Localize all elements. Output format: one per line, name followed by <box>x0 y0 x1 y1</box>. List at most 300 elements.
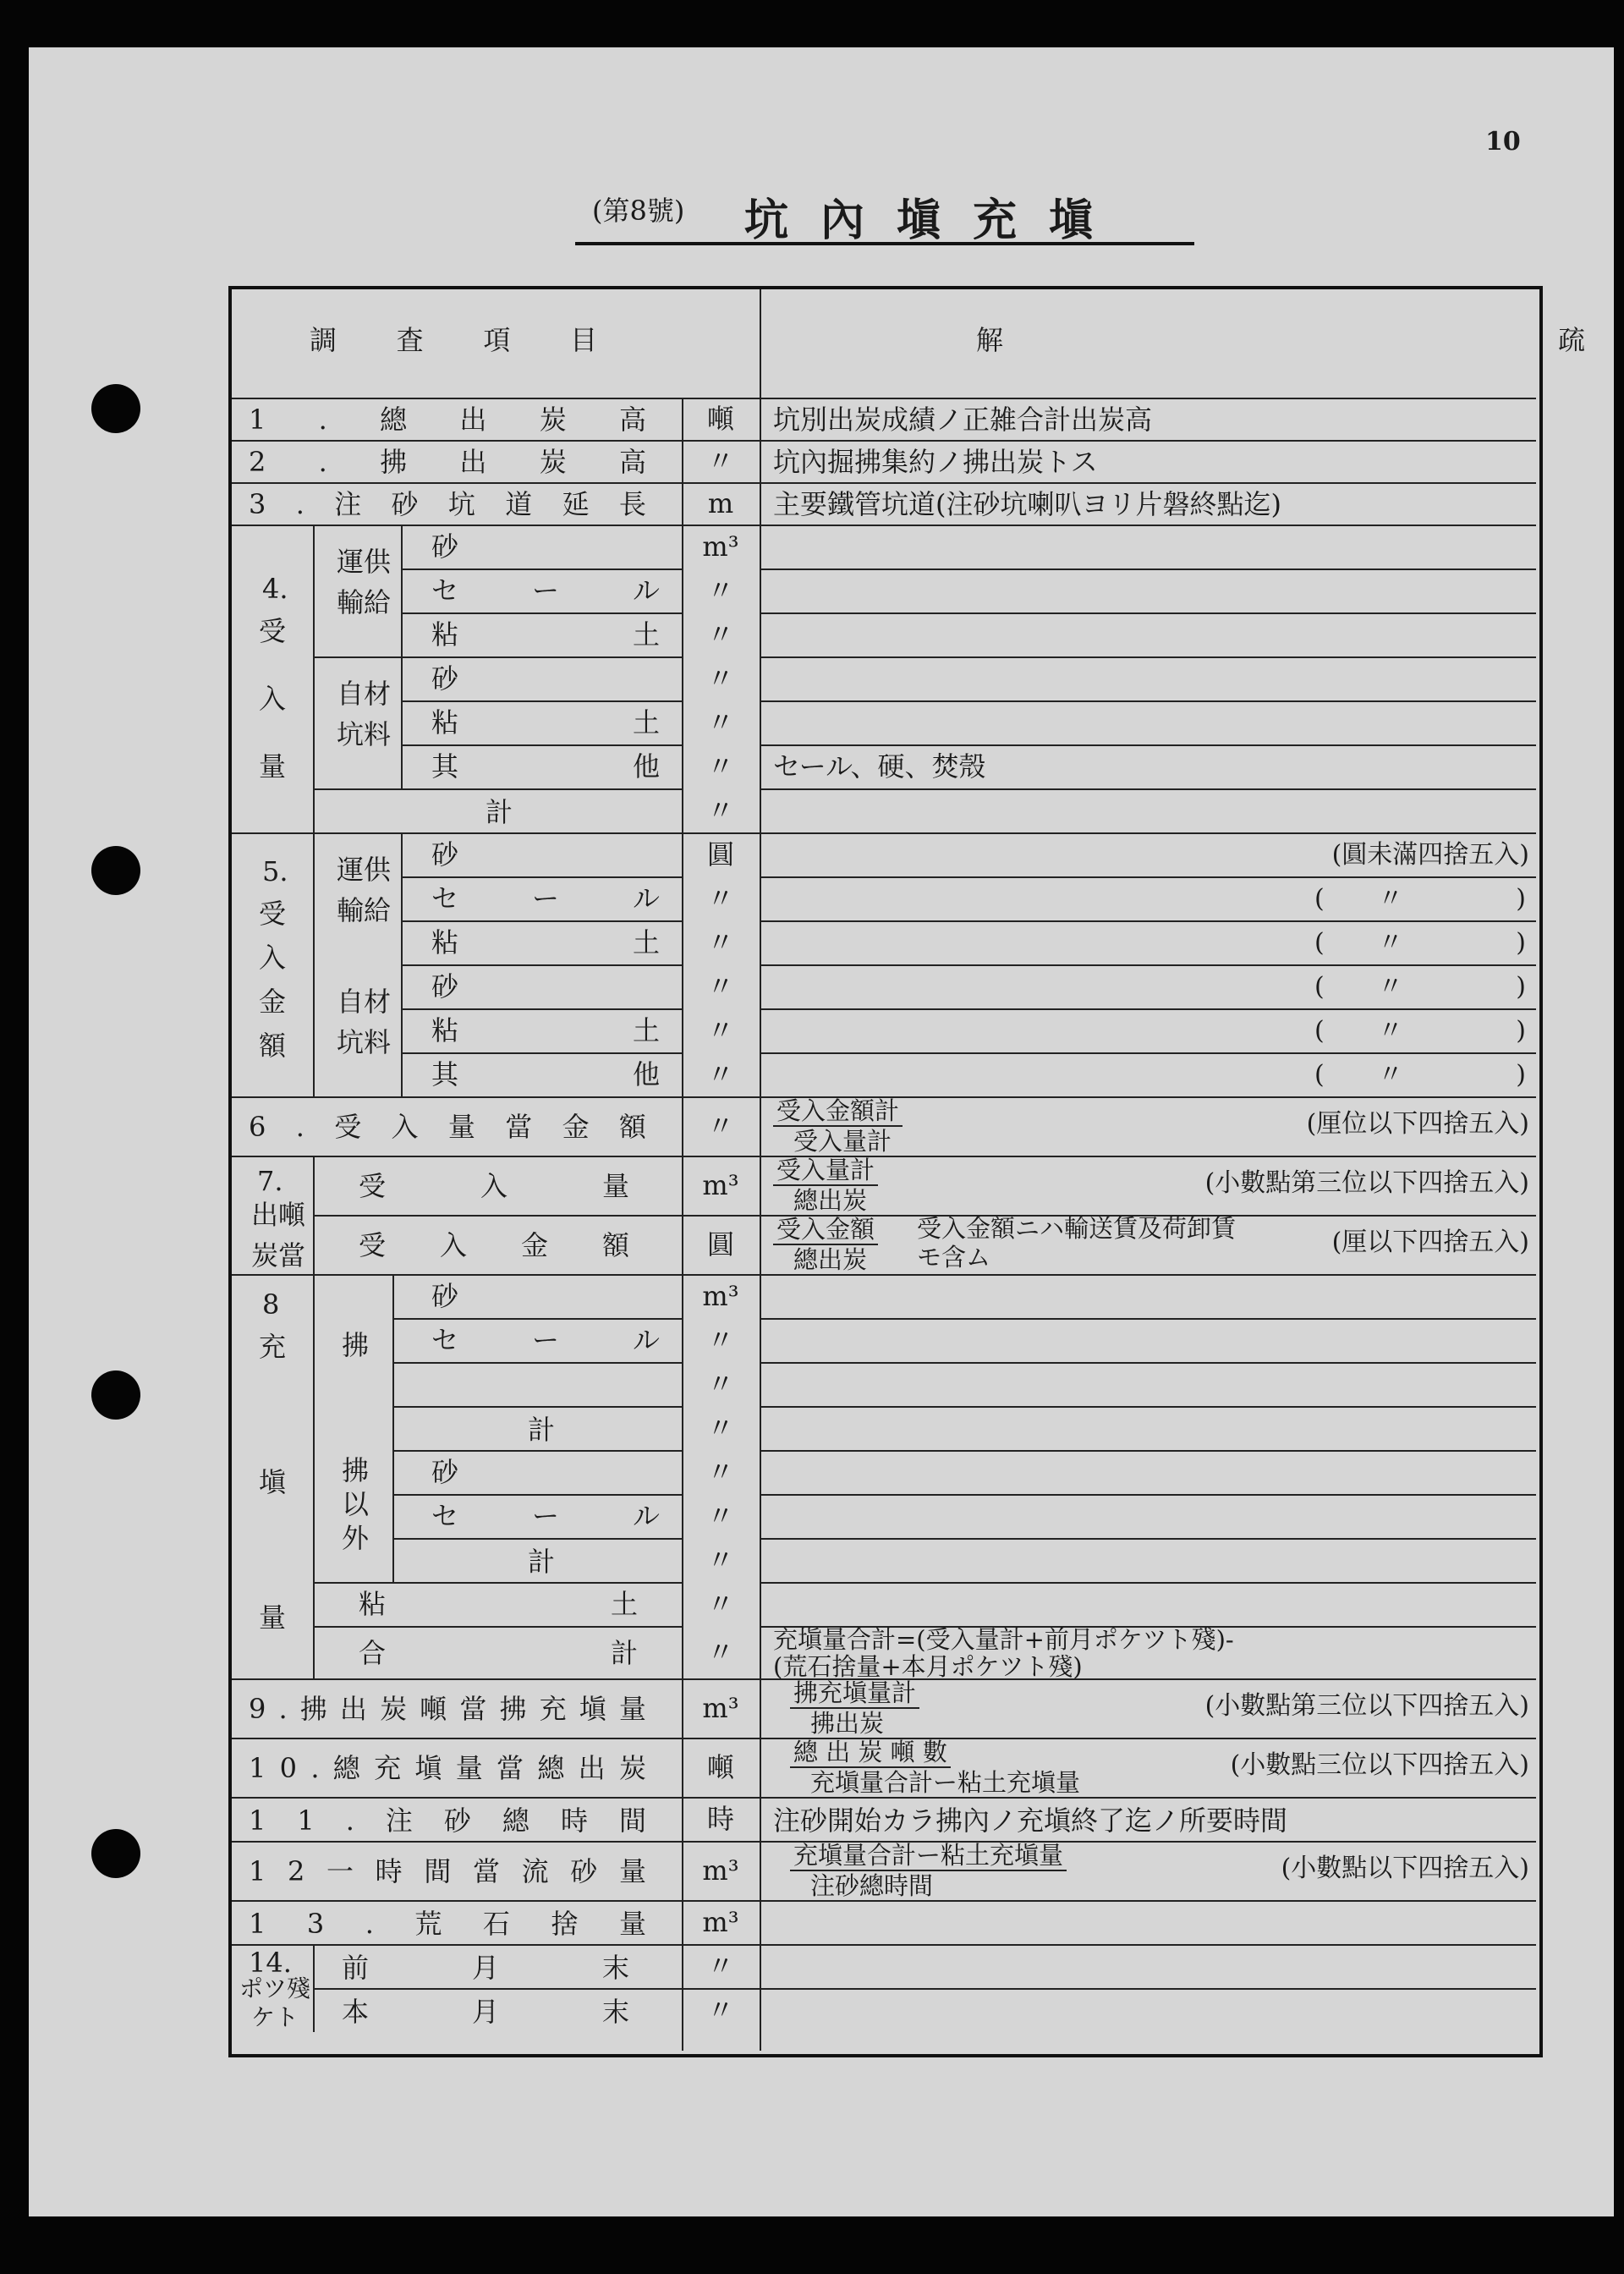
unit-cell: 〃 <box>706 662 734 695</box>
ditto-part: ( <box>1314 928 1325 958</box>
label-char: 1 <box>297 1804 315 1837</box>
ditto-part: ) <box>1516 972 1526 1002</box>
ditto-part: ) <box>1516 1016 1526 1046</box>
r4-number: 4. <box>262 573 288 605</box>
header-commentary-label <box>976 324 1585 356</box>
label-char: 末 <box>601 1996 629 2028</box>
column-divider <box>313 525 315 832</box>
row-divider <box>401 920 682 922</box>
r12-label <box>249 1855 646 1887</box>
row-divider <box>232 1156 1536 1157</box>
unit-cell: 〃 <box>706 1412 734 1444</box>
label-char: 他 <box>632 1058 660 1090</box>
column-divider <box>760 289 761 398</box>
label-char: ー <box>531 1500 559 1532</box>
label-char: 總 <box>332 1752 360 1784</box>
label-char: 3 <box>249 488 266 520</box>
fraction-denominator: 總出炭 <box>793 1186 868 1215</box>
ditto-part: 〃 <box>1378 1016 1403 1046</box>
row-divider <box>401 876 682 878</box>
label-char: 額 <box>601 1229 629 1261</box>
row-divider <box>760 1052 1536 1054</box>
row-divider <box>313 656 682 658</box>
r5-item <box>431 882 660 915</box>
unit-cell: 〃 <box>706 1368 734 1400</box>
label-char: 0 <box>279 1752 298 1784</box>
label-char: 金 <box>520 1229 548 1261</box>
label-char: 時 <box>560 1804 588 1837</box>
unit-cell: m³ <box>702 1280 739 1312</box>
r2-label <box>249 446 646 478</box>
unit-cell: 〃 <box>706 1324 734 1356</box>
column-divider <box>401 832 403 964</box>
label-char: ー <box>531 574 559 607</box>
label-char: 金 <box>562 1111 590 1143</box>
column-divider <box>401 525 403 656</box>
header-items-label <box>310 324 597 356</box>
r10-label <box>249 1752 646 1784</box>
label-char: . <box>295 1111 304 1143</box>
label-char: 總 <box>502 1804 529 1837</box>
unit-cell: 圓 <box>706 1228 734 1261</box>
r4-label-char: 量 <box>259 750 287 783</box>
r5-item <box>431 1014 660 1046</box>
label-char: 1 <box>249 1855 266 1887</box>
row-divider <box>401 964 682 966</box>
survey-table <box>228 286 1585 2057</box>
row-divider <box>392 1362 682 1364</box>
unit-cell: m³ <box>702 1692 739 1724</box>
label-char: セ <box>431 1500 459 1532</box>
label-char: 其 <box>431 750 459 783</box>
r11-label <box>249 1804 646 1837</box>
rounding-note: (小數點第三位以下四捨五入) <box>1204 1168 1529 1198</box>
row-divider <box>232 1900 1536 1902</box>
row-divider <box>760 700 1536 702</box>
label-char: 塡 <box>579 1693 606 1725</box>
rounding-note: (厘以下四捨五入) <box>1331 1228 1529 1257</box>
label-char: 土 <box>610 1588 638 1620</box>
label-char: 土 <box>632 1014 660 1046</box>
column-divider <box>313 1274 315 1678</box>
rounding-note: (圓未滿四捨五入) <box>1331 840 1529 870</box>
row-divider <box>760 1988 1536 1990</box>
row-divider <box>760 1008 1536 1010</box>
label-char: 他 <box>632 750 660 783</box>
fraction-denominator: 受入量計 <box>793 1127 892 1156</box>
r8-label-char: 量 <box>259 1601 287 1634</box>
rounding-note: (小數點以下四捨五入) <box>1281 1854 1529 1883</box>
label-char: 合 <box>359 1637 387 1669</box>
r14a-label <box>342 1952 629 1984</box>
row-divider <box>401 1052 682 1054</box>
label-char: 炭 <box>539 446 567 478</box>
label-char: 砂 <box>431 1456 459 1488</box>
label-char: 受 <box>334 1111 362 1143</box>
ditto-part: ( <box>1314 972 1325 1002</box>
label-char: 其 <box>431 1058 459 1090</box>
r7-number: 7. <box>257 1165 283 1197</box>
r8-item <box>431 1280 660 1312</box>
label-char: 1 <box>249 404 266 436</box>
label-char: ル <box>632 1324 660 1356</box>
label-char: 捨 <box>551 1908 579 1940</box>
label-char: 總 <box>380 404 408 436</box>
r4-item-total: 計 <box>486 796 513 828</box>
label-char: 解 <box>976 324 1004 356</box>
column-divider <box>760 398 761 2051</box>
r8-desc-line1: 充塡量合計=(受入量計+前月ポケツト殘)- <box>773 1625 1234 1654</box>
label-char: 土 <box>632 706 660 739</box>
ditto-part: 〃 <box>1378 928 1403 958</box>
fraction-numerator: 充塡量合計ー粘土充塡量 <box>790 1841 1067 1871</box>
column-divider <box>401 964 403 1096</box>
unit-cell: m <box>707 487 734 519</box>
r5-group-self: 自材 坑料 <box>337 986 392 1058</box>
unit-cell: m³ <box>702 1854 739 1887</box>
unit-cell: 〃 <box>706 970 734 1002</box>
label-char: 1 <box>249 1908 266 1940</box>
label-char: 充 <box>539 1693 567 1725</box>
label-char: 出 <box>578 1752 606 1784</box>
label-char: ル <box>632 882 660 915</box>
label-char: 量 <box>618 1908 646 1940</box>
label-char: 本 <box>342 1996 370 2028</box>
r14-number: 14. <box>249 1947 292 1979</box>
r4-item <box>431 530 660 563</box>
r7b-formula <box>773 1215 878 1274</box>
label-char: 炭 <box>380 1693 408 1725</box>
row-divider <box>401 700 682 702</box>
unit-cell: 〃 <box>706 1058 734 1090</box>
unit-cell: 〃 <box>706 445 734 477</box>
label-char: 量 <box>601 1170 629 1202</box>
ditto-part: ( <box>1314 1060 1325 1090</box>
label-char: 拂 <box>380 446 408 478</box>
row-divider <box>392 1494 682 1496</box>
label-char: 長 <box>618 488 646 520</box>
unit-cell: 噸 <box>706 403 734 435</box>
label-char: 當 <box>472 1855 500 1887</box>
r5-item <box>431 1058 660 1090</box>
row-divider <box>232 1797 1536 1799</box>
ditto-part: 〃 <box>1378 884 1403 914</box>
rounding-note-ditto <box>1314 1016 1526 1046</box>
r8-label-char: 塡 <box>259 1466 287 1498</box>
unit-cell: 〃 <box>706 618 734 651</box>
r4-group-self: 自材 坑料 <box>337 678 392 750</box>
label-char: 入 <box>391 1111 419 1143</box>
fraction-denominator: 注砂總時間 <box>810 1871 934 1900</box>
label-char: 入 <box>480 1170 508 1202</box>
label-char: 3 <box>306 1908 325 1940</box>
r1-label <box>249 404 646 436</box>
unit-cell: 〃 <box>706 1500 734 1532</box>
unit-cell: m³ <box>702 530 739 563</box>
r7a-formula <box>773 1156 878 1215</box>
unit-cell: 〃 <box>706 574 734 607</box>
r5-number: 5. <box>262 855 288 887</box>
form-number: (第8號) <box>592 195 685 227</box>
unit-cell: m³ <box>702 1906 739 1938</box>
r14b-label <box>342 1996 629 2028</box>
row-divider <box>232 1274 1536 1276</box>
r5-label-char: 金 <box>259 986 287 1018</box>
label-char: 目 <box>569 324 597 356</box>
ditto-part: ( <box>1314 884 1325 914</box>
label-char: 6 <box>249 1111 266 1143</box>
label-char: 當 <box>459 1693 487 1725</box>
label-char: . <box>278 1693 288 1725</box>
label-char: 前 <box>342 1952 370 1984</box>
label-char: . <box>295 488 304 520</box>
rounding-note: (厘位以下四捨五入) <box>1306 1109 1529 1139</box>
row-divider <box>760 1450 1536 1452</box>
r4-group-transport: 運供 輸給 <box>337 546 392 618</box>
row-divider <box>760 964 1536 966</box>
label-char: 量 <box>618 1855 646 1887</box>
row-divider <box>232 398 1536 399</box>
fraction-numerator: 受入金額計 <box>773 1096 903 1127</box>
row-divider <box>760 1318 1536 1320</box>
r7-side-label: 出噸 炭當 <box>250 1199 305 1272</box>
label-char: 當 <box>505 1111 533 1143</box>
label-char: 受 <box>359 1229 387 1261</box>
row-divider <box>401 744 682 746</box>
label-char: ル <box>632 574 660 607</box>
r13-label <box>249 1908 646 1940</box>
row-divider <box>760 876 1536 878</box>
r8-group-pay: 拂 <box>341 1329 369 1361</box>
unit-cell: 〃 <box>706 1950 734 1982</box>
rounding-note: (小數點第三位以下四捨五入) <box>1204 1691 1529 1721</box>
row-divider <box>760 1494 1536 1496</box>
r3-label <box>249 488 646 520</box>
unit-cell: 〃 <box>706 706 734 739</box>
r8-clay-label <box>359 1590 638 1618</box>
row-divider <box>232 440 1536 442</box>
rounding-note-ditto <box>1314 928 1526 958</box>
label-char: 9 <box>249 1693 266 1725</box>
label-char: 高 <box>618 404 646 436</box>
r7b-note-line2: モ含ム <box>917 1243 991 1272</box>
label-char: . <box>345 1804 354 1837</box>
fraction-denominator: 充塡量合計ー粘土充塡量 <box>810 1768 1081 1797</box>
label-char: 坑 <box>447 488 475 520</box>
label-char: 拂 <box>299 1693 327 1725</box>
label-char: 土 <box>632 618 660 651</box>
unit-cell: 時 <box>706 1803 734 1835</box>
r12-formula <box>790 1841 1067 1900</box>
r5-item <box>431 838 660 871</box>
label-char: 計 <box>610 1637 638 1669</box>
label-char: 粘 <box>431 926 459 958</box>
unit-cell: 〃 <box>706 1994 734 2026</box>
label-char: 荒 <box>414 1908 442 1940</box>
label-char: 量 <box>447 1111 475 1143</box>
binder-hole <box>91 1829 140 1878</box>
row-divider <box>392 1318 682 1320</box>
label-char: 項 <box>483 324 511 356</box>
label-char: 受 <box>359 1170 387 1202</box>
row-divider <box>232 832 1536 834</box>
label-char: 出 <box>459 404 487 436</box>
ditto-part: ( <box>1314 1016 1325 1046</box>
row-divider <box>392 1538 682 1540</box>
row-divider <box>760 920 1536 922</box>
row-divider <box>232 525 1536 526</box>
label-char: ー <box>531 1324 559 1356</box>
row-divider <box>232 1944 1536 1946</box>
label-char: 調 <box>310 324 337 356</box>
r6-formula <box>773 1096 903 1156</box>
row-divider <box>760 1362 1536 1364</box>
fraction-numerator: 拂充塡量計 <box>790 1678 919 1709</box>
label-char: 炭 <box>618 1752 646 1784</box>
unit-cell: 〃 <box>706 1456 734 1488</box>
label-char: 一 <box>326 1855 354 1887</box>
label-char: 粘 <box>359 1588 387 1620</box>
row-divider <box>392 1450 682 1452</box>
unit-cell: 〃 <box>706 1544 734 1576</box>
r7b-note-line1: 受入金額ニハ輸送賃及荷卸賃 <box>917 1214 1237 1243</box>
r4-item <box>431 662 660 695</box>
label-char: 砂 <box>443 1804 471 1837</box>
row-divider <box>760 1406 1536 1408</box>
label-char: 間 <box>424 1855 452 1887</box>
r8-item <box>431 1502 660 1530</box>
label-char: 2 <box>288 1855 305 1887</box>
label-char: 炭 <box>539 404 567 436</box>
label-char: 砂 <box>431 530 459 563</box>
r8-number: 8 <box>262 1288 280 1321</box>
label-char: 當 <box>497 1752 524 1784</box>
label-char: 高 <box>618 446 646 478</box>
row-divider <box>313 1582 682 1584</box>
binder-hole <box>91 846 140 895</box>
r8-desc-line2: (荒石捨量+本月ポケツト殘) <box>773 1652 1083 1681</box>
row-divider <box>401 1008 682 1010</box>
fraction-denominator: 拂出炭 <box>810 1709 885 1738</box>
r6-label <box>249 1111 646 1143</box>
r7b-label <box>359 1229 629 1261</box>
page-title <box>575 184 1194 245</box>
label-char: 注 <box>385 1804 413 1837</box>
row-divider <box>760 788 1536 790</box>
label-char: 月 <box>471 1996 499 2028</box>
fraction-denominator: 總出炭 <box>793 1245 868 1274</box>
label-char: 石 <box>482 1908 510 1940</box>
label-char: 時 <box>375 1855 403 1887</box>
ditto-part: ) <box>1516 1060 1526 1090</box>
r8-label-char: 充 <box>259 1331 287 1363</box>
label-char: 粘 <box>431 618 459 651</box>
column-divider <box>392 1450 394 1582</box>
row-divider <box>760 656 1536 658</box>
label-char: . <box>310 1752 320 1784</box>
title-main: 坑內塡充塡 <box>744 195 1126 246</box>
label-char: 出 <box>459 446 487 478</box>
label-char: 砂 <box>570 1855 598 1887</box>
r8-item <box>431 1326 660 1354</box>
r8-item-total: 計 <box>528 1546 556 1578</box>
label-char: 粘 <box>431 1014 459 1046</box>
label-char: 砂 <box>431 970 459 1002</box>
column-divider <box>313 832 315 1096</box>
label-char: 砂 <box>431 838 459 871</box>
label-char: 1 <box>249 1804 266 1837</box>
r3-desc: 主要鐵管坑道(注砂坑喇叭ヨリ片磐終點迄) <box>773 488 1281 520</box>
row-divider <box>401 612 682 614</box>
label-char: ー <box>531 882 559 915</box>
r1-desc: 坑別出炭成績ノ正雑合計出炭高 <box>773 404 1153 436</box>
label-char: 2 <box>249 446 266 478</box>
label-char: 充 <box>374 1752 402 1784</box>
unit-cell: 〃 <box>706 1110 734 1142</box>
label-char: 總 <box>537 1752 565 1784</box>
binder-hole <box>91 384 140 433</box>
label-char: 疏 <box>1557 324 1585 356</box>
label-char: セ <box>431 882 459 915</box>
label-char: 粘 <box>431 706 459 739</box>
label-char: 砂 <box>391 488 419 520</box>
r4-item <box>431 750 660 783</box>
label-char: 額 <box>618 1111 646 1143</box>
r10-formula <box>790 1738 1084 1797</box>
label-char: 流 <box>521 1855 549 1887</box>
r5-label-char: 入 <box>259 942 287 974</box>
rounding-note-ditto <box>1314 1060 1526 1090</box>
label-char: 月 <box>471 1952 499 1984</box>
label-char: 入 <box>439 1229 467 1261</box>
label-char: セ <box>431 1324 459 1356</box>
r7a-label <box>359 1170 629 1202</box>
ditto-part: 〃 <box>1378 972 1403 1002</box>
r5-item <box>431 970 660 1002</box>
row-divider <box>760 568 1536 570</box>
unit-cell: 〃 <box>706 882 734 915</box>
ditto-part: ) <box>1516 884 1526 914</box>
row-divider <box>760 1538 1536 1540</box>
r14-side-label: ポツ殘 ケト <box>239 1975 310 2031</box>
label-char: 1 <box>249 1752 266 1784</box>
label-char: 間 <box>618 1804 646 1837</box>
label-char: 量 <box>455 1752 483 1784</box>
label-char: 延 <box>562 488 590 520</box>
fraction-numerator: 受入量計 <box>773 1156 878 1186</box>
r4-label-char: 入 <box>259 683 287 715</box>
binder-hole <box>91 1370 140 1420</box>
label-char: 末 <box>601 1952 629 1984</box>
row-divider <box>760 612 1536 614</box>
r5-label-char: 額 <box>259 1030 287 1062</box>
r9-label <box>249 1693 646 1725</box>
r4-item <box>431 574 660 607</box>
row-divider <box>313 788 682 790</box>
r4-label-char: 受 <box>259 615 287 647</box>
label-char: 査 <box>396 324 424 356</box>
label-char: ル <box>632 1500 660 1532</box>
row-divider <box>232 482 1536 484</box>
label-char: . <box>318 446 327 478</box>
label-char: 砂 <box>431 662 459 695</box>
unit-cell: 圓 <box>706 838 734 871</box>
r8-item-total: 計 <box>528 1414 556 1446</box>
row-divider <box>760 744 1536 746</box>
label-char: 拂 <box>499 1693 527 1725</box>
r4-item <box>431 618 660 651</box>
unit-cell: 〃 <box>706 1636 734 1668</box>
